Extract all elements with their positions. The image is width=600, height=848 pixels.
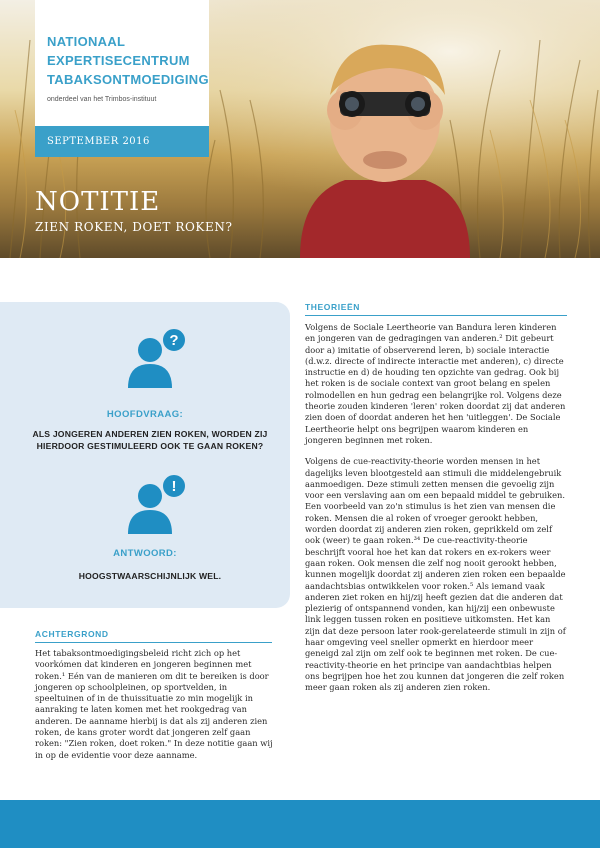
logo-line-3: TABAKSONTMOEDIGING (47, 72, 209, 87)
page-subtitle: ZIEN ROKEN, DOET ROKEN? (35, 220, 233, 234)
answer-label: ANTWOORD: (113, 548, 177, 559)
question-text: ALS JONGEREN ANDEREN ZIEN ROKEN, WORDEN ZIJ HIERDOOR GESTIMULEERD OOK TE GAAN ROKEN? (32, 429, 268, 451)
achtergrond-heading: ACHTERGROND (35, 629, 109, 639)
achtergrond-text (35, 648, 275, 771)
theorieen-paragraph-2: Volgens de cue-reactivity-theorie worden mensen in het dagelijks leven blootgesteld aan stimuli die middelengebruik aanmoedigen. Deze stimuli zetten mensen die gevoelig zijn voor een verslaving aan om een bepaald middel te gebruiken. Een voorbeeld van zo'n stimulus is het zien van mensen die roken. Mensen die al roken of vroeger gerookt hebben, worden doordat zij anderen zien roken, geprikkeld om zelf ook (weer) te gaan roken.³⁴ De cue-reactivity-theorie beschrijft vooral hoe het kan dat rokers en ex-rokers weer gaan roken. Ook mensen die zelf nog nooit gerookt hebben, kunnen mogelijk doordat zij anderen zien roken een bepaalde aandachtsbias ontwikkelen voor roken.⁵ Als iemand vaak anderen ziet roken en hij/zij heeft gezien dat die anderen dat plezierig of ontspannend vonden, kan hij/zij een onbewuste link leggen tussen roken en positieve uitkomsten. Het kan zijn dat deze persoon later rook-gerelateerde stimuli in zijn of haar omgeving veel sneller opmerkt en hierdoor meer geneigd zal zijn om zelf ook te beginnen met roken. De cue-reactivity-theorie en het principe van aandachtbias helpen ons begrijpen hoe het zou kunnen dat jongeren die zelf roken meer gaan roken als zij anderen zien roken. (305, 456, 566, 693)
logo-line-1: NATIONAAL (47, 34, 126, 49)
svg-text:!: ! (171, 478, 177, 495)
logo-line-2: EXPERTISECENTRUM (47, 53, 190, 68)
question-panel (0, 302, 290, 608)
theorieen-paragraph-1: Volgens de Sociale Leertheorie van Bandura leren kinderen en jongeren van de gedragingen van anderen.² Dit gebeurt door a) imitatie of observerend leren, b) sociale interactie (d.w.z. directe of indirecte interactie met anderen), c) directe instructie en d) de houding ten opzichte van gedrag. Ook bij het roken is de sociale context van groot belang en spelen rolmodellen en hun gedrag een belangrijke rol. Volgens deze theorie zouden kinderen 'leren' roken doordat zij dat anderen zien doen of doordat anderen het hen 'uitleggen'. De Sociale Leertheorie helpt ons begrijpen waarom kinderen en jongeren beginnen met roken. (305, 322, 566, 445)
logo-subtitle: onderdeel van het Trimbos-instituut (47, 96, 157, 103)
page-title: NOTITIE (35, 187, 161, 217)
footer-bar (0, 800, 600, 848)
theorieen-divider (305, 315, 567, 316)
answer-text: HOOGSTWAARSCHIJNLIJK WEL. (78, 571, 222, 581)
achtergrond-divider (35, 642, 272, 643)
theorieen-text (305, 322, 567, 704)
question-label: HOOFDVRAAG: (106, 409, 184, 420)
svg-text:?: ? (169, 332, 179, 349)
date-banner: SEPTEMBER 2016 (35, 126, 209, 157)
person-question-icon (126, 326, 188, 390)
hero-image (0, 0, 600, 258)
theorieen-heading: THEORIEËN (305, 302, 360, 312)
achtergrond-paragraph: Het tabaksontmoedigingsbeleid richt zich op het voorkómen dat kinderen en jongeren beginnen met roken.¹ Eén van de manieren om dit te bereiken is door jongeren op schoolpleinen, op sportvelden, in speeltuinen of in de thuissituatie zo min mogelijk in aanraking te laten komen met het rookgedrag van anderen. De aanname hierbij is dat als zij anderen zien roken, de kans groter wordt dat jongeren zelf gaan roken: "Zien roken, doet roken." In deze notitie gaan wij in op de evidentie voor deze aanname. (35, 648, 273, 760)
person-exclamation-icon (126, 472, 188, 536)
